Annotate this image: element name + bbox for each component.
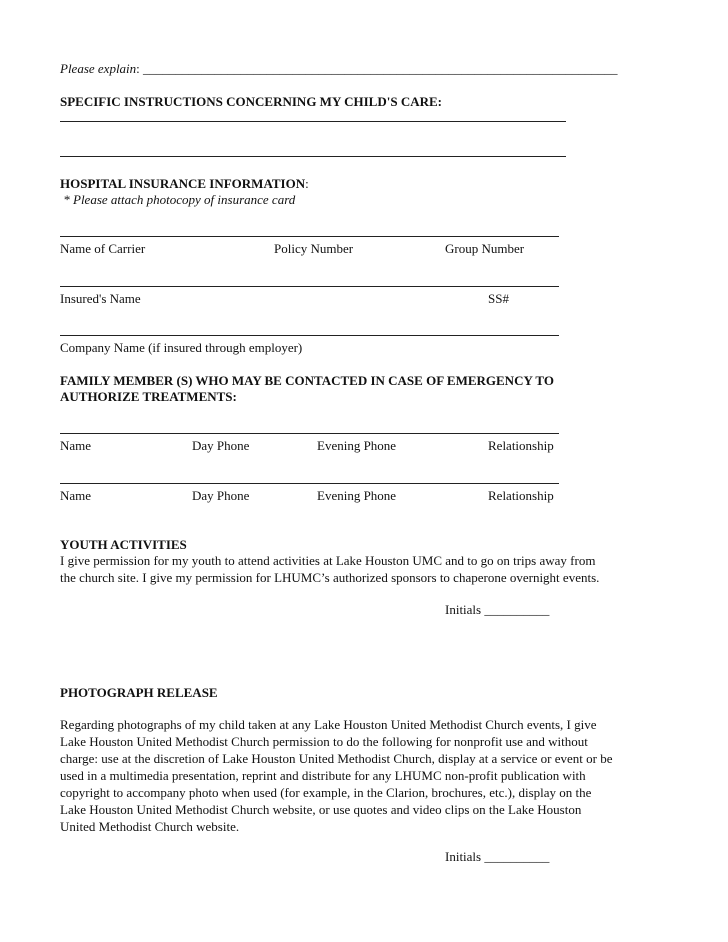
explain-blank[interactable]: _________________________________________________________________________: [143, 61, 618, 76]
photo-release-paragraph: [60, 716, 675, 835]
contact-1-relationship-label: Relationship: [488, 438, 554, 453]
photo-text-line: Lake Houston United Methodist Church permission to do the following for nonprofit use and without: [60, 734, 588, 749]
photo-text-line: used in a multimedia presentation, reprint and distribute for any LHUMC non-profit publication with: [60, 768, 586, 783]
hospital-colon: :: [305, 176, 309, 191]
family-heading-line-2: AUTHORIZE TREATMENTS:: [60, 389, 237, 404]
photo-initials-field[interactable]: Initials __________: [445, 849, 550, 864]
carrier-line[interactable]: [60, 236, 559, 237]
contact-1-day-label: Day Phone: [192, 438, 250, 453]
contact-2-day-label: Day Phone: [192, 488, 250, 503]
company-line[interactable]: [60, 335, 559, 336]
ss-label: SS#: [488, 291, 509, 306]
photo-text-line: United Methodist Church website.: [60, 819, 240, 834]
photo-text-line: charge: use at the discretion of Lake Houston United Methodist Church, display at a service or event or be: [60, 751, 613, 766]
youth-initials-field[interactable]: Initials __________: [445, 602, 550, 617]
company-label: Company Name (if insured through employer): [60, 340, 303, 355]
specific-line-1[interactable]: [60, 121, 566, 122]
contact-2-name-label: Name: [60, 488, 92, 503]
explain-label: Please explain: [60, 61, 137, 76]
contact-line-2[interactable]: [60, 483, 559, 484]
hospital-heading-row: [60, 176, 309, 192]
contact-2-evening-label: Evening Phone: [317, 488, 397, 503]
photo-text-line: Regarding photographs of my child taken at any Lake Houston United Methodist Church events, I give: [60, 717, 597, 732]
explain-colon: :: [136, 61, 140, 76]
contact-1-name-label: Name: [60, 438, 92, 453]
insured-line[interactable]: [60, 286, 559, 287]
carrier-label: Name of Carrier: [60, 241, 146, 256]
explain-row: [60, 61, 618, 77]
insurance-note: * Please attach photocopy of insurance card: [60, 192, 296, 207]
photo-text-line: Lake Houston United Methodist Church website, or use quotes and video clips on the Lake Houston: [60, 802, 582, 817]
youth-text-line-1: I give permission for my youth to attend activities at Lake Houston UMC and to go on trips away from: [60, 553, 596, 568]
photo-heading: PHOTOGRAPH RELEASE: [60, 685, 218, 700]
group-label: Group Number: [445, 241, 525, 256]
photo-text-line: copyright to accompany photo when used (for example, in the Clarion, brochures, etc.), display on the: [60, 785, 592, 800]
youth-heading: YOUTH ACTIVITIES: [60, 537, 187, 552]
contact-1-evening-label: Evening Phone: [317, 438, 397, 453]
specific-heading: SPECIFIC INSTRUCTIONS CONCERNING MY CHILD'S CARE:: [60, 94, 442, 109]
contact-line-1[interactable]: [60, 433, 559, 434]
insured-label: Insured's Name: [60, 291, 141, 306]
youth-text-line-2: the church site. I give my permission for LHUMC’s authorized sponsors to chaperone overnight events.: [60, 570, 600, 585]
contact-2-relationship-label: Relationship: [488, 488, 554, 503]
family-heading-line-1: FAMILY MEMBER (S) WHO MAY BE CONTACTED IN CASE OF EMERGENCY TO: [60, 373, 554, 388]
specific-line-2[interactable]: [60, 156, 566, 157]
policy-label: Policy Number: [274, 241, 354, 256]
hospital-heading: HOSPITAL INSURANCE INFORMATION: [60, 176, 306, 191]
